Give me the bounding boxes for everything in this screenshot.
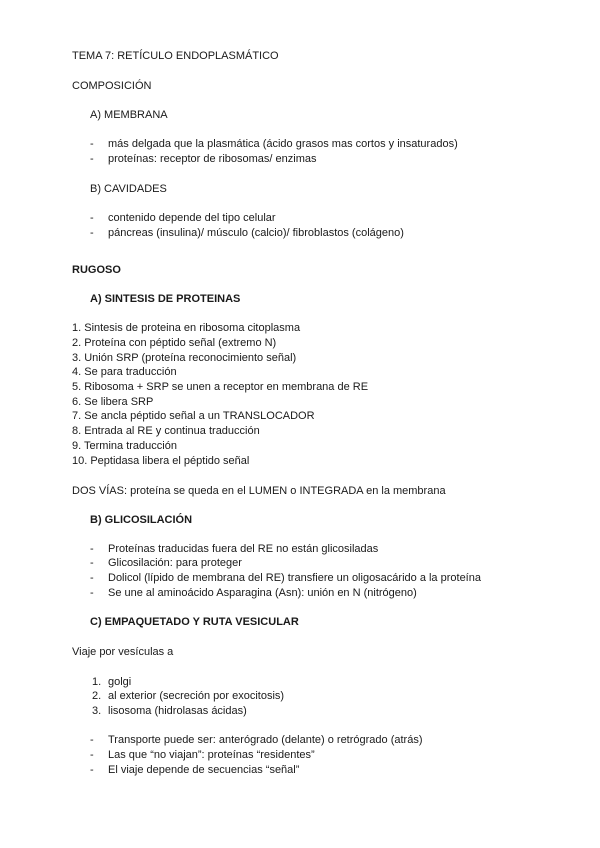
subsection-heading-empaquetado: C) EMPAQUETADO Y RUTA VESICULAR [90, 616, 299, 628]
document-title: TEMA 7: RETÍCULO ENDOPLASMÁTICO [72, 50, 279, 62]
section-heading-composicion: COMPOSICIÓN [72, 80, 152, 92]
bullet-dash: - [90, 749, 94, 761]
step-item: 8. Entrada al RE y continua traducción [72, 425, 260, 437]
list-item: Transporte puede ser: anterógrado (delante) o retrógrado (atrás) [108, 734, 423, 746]
list-item: Dolicol (lípido de membrana del RE) transfiere un oligosacárido a la proteína [108, 572, 481, 584]
list-item: Las que “no viajan”: proteínas “residentes” [108, 749, 315, 761]
step-item: 4. Se para traducción [72, 366, 177, 378]
bullet-dash: - [90, 543, 94, 555]
step-item: 5. Ribosoma + SRP se unen a receptor en membrana de RE [72, 381, 369, 393]
list-number: 3. [92, 705, 102, 717]
list-item: al exterior (secreción por exocitosis) [108, 690, 285, 702]
list-item: Proteínas traducidas fuera del RE no están glicosiladas [108, 543, 379, 555]
empaquetado-intro: Viaje por vesículas a [72, 646, 174, 658]
subsection-heading-cavidades: B) CAVIDADES [90, 183, 167, 195]
bullet-dash: - [90, 764, 94, 776]
bullet-dash: - [90, 557, 94, 569]
step-item: 10. Peptidasa libera el péptido señal [72, 455, 250, 467]
bullet-dash: - [90, 572, 94, 584]
step-item: 2. Proteína con péptido señal (extremo N) [72, 337, 277, 349]
list-item: Glicosilación: para proteger [108, 557, 242, 569]
bullet-dash: - [90, 587, 94, 599]
bullet-dash: - [90, 734, 94, 746]
list-item: El viaje depende de secuencias “señal” [108, 764, 300, 776]
subsection-heading-sintesis: A) SINTESIS DE PROTEINAS [90, 293, 241, 305]
list-item: lisosoma (hidrolasas ácidas) [108, 705, 247, 717]
list-number: 2. [92, 690, 102, 702]
step-item: 6. Se libera SRP [72, 396, 154, 408]
bullet-dash: - [90, 138, 94, 150]
list-item: más delgada que la plasmática (ácido grasos mas cortos y insaturados) [108, 138, 458, 150]
list-item: proteínas: receptor de ribosomas/ enzimas [108, 153, 317, 165]
subsection-heading-membrana: A) MEMBRANA [90, 109, 168, 121]
dos-vias-note: DOS VÍAS: proteína se queda en el LUMEN o INTEGRADA en la membrana [72, 485, 446, 497]
bullet-dash: - [90, 153, 94, 165]
list-item: páncreas (insulina)/ músculo (calcio)/ fibroblastos (colágeno) [108, 227, 404, 239]
section-heading-rugoso: RUGOSO [72, 264, 121, 276]
list-item: Se une al aminoácido Asparagina (Asn): unión en N (nitrógeno) [108, 587, 417, 599]
list-number: 1. [92, 676, 102, 688]
subsection-heading-glicosilacion: B) GLICOSILACIÓN [90, 514, 193, 526]
list-item: contenido depende del tipo celular [108, 212, 276, 224]
step-item: 7. Se ancla péptido señal a un TRANSLOCADOR [72, 410, 315, 422]
step-item: 1. Sintesis de proteina en ribosoma citoplasma [72, 322, 301, 334]
bullet-dash: - [90, 227, 94, 239]
step-item: 9. Termina traducción [72, 440, 177, 452]
bullet-dash: - [90, 212, 94, 224]
step-item: 3. Unión SRP (proteína reconocimiento señal) [72, 352, 297, 364]
list-item: golgi [108, 676, 132, 688]
